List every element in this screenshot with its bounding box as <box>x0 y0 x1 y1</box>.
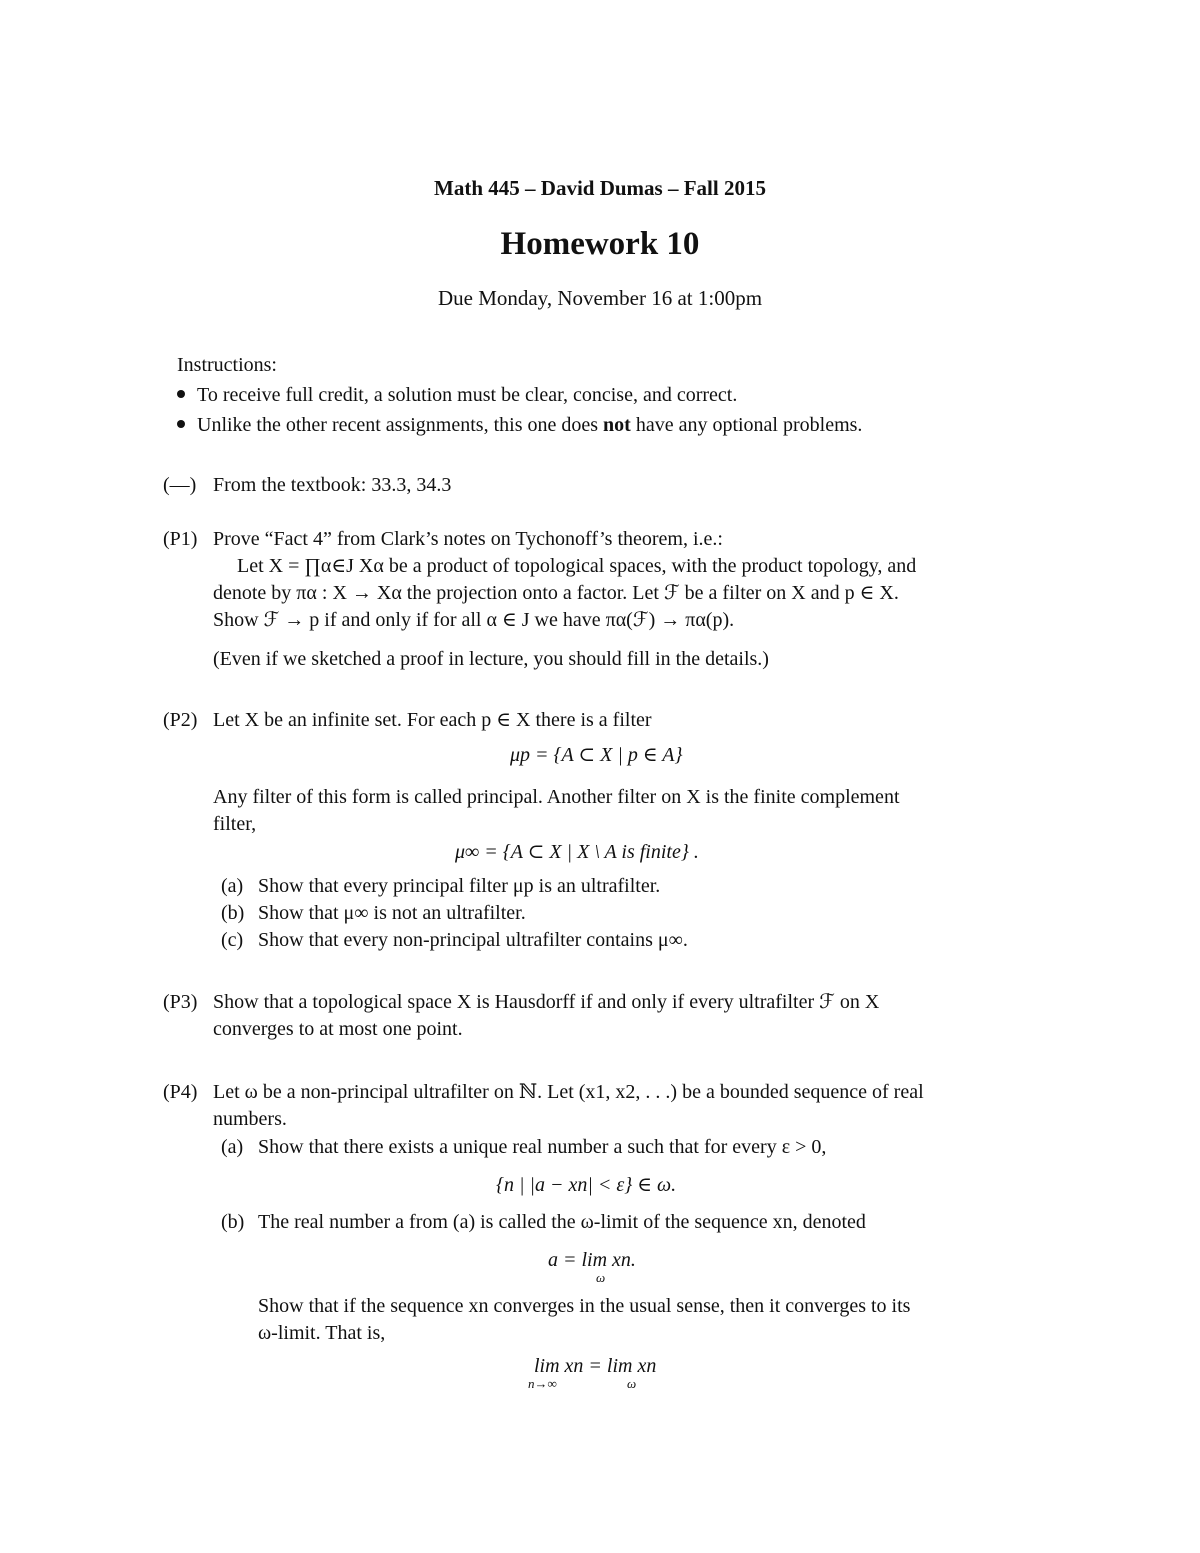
textbook-problems: From the textbook: 33.3, 34.3 <box>213 474 452 496</box>
due-date: Due Monday, November 16 at 1:00pm <box>437 286 763 310</box>
problem-label: (P2) <box>163 709 198 731</box>
textbook-label: (—) <box>163 474 197 496</box>
display-equation: μp = {A ⊂ X | p ∈ A} <box>510 744 683 766</box>
display-equation <box>548 1247 636 1273</box>
problem-text: converges to at most one point. <box>213 1018 463 1040</box>
problem-text: numbers. <box>213 1108 287 1130</box>
subpart-text: The real number a from (a) is called the ω-limit of the sequence xn, denoted <box>258 1211 866 1233</box>
subpart-label: (b) <box>221 1211 245 1233</box>
problem-text: Let X = ∏α∈J Xα be a product of topological spaces, with the product topology, and <box>237 555 917 577</box>
instruction-text-part: Unlike the other recent assignments, this one does <box>197 414 604 436</box>
instruction-bullet <box>177 412 862 438</box>
equation-text: a = lim xn. <box>548 1249 636 1271</box>
problem-text: Show that a topological space X is Hausdorff if and only if every ultrafilter ℱ on X <box>213 991 880 1013</box>
problem-text: Show ℱ → p if and only if for all α ∈ J we have πα(ℱ) → πα(p). <box>213 609 735 631</box>
display-equation: {n | |a − xn| < ε} ∈ ω. <box>496 1174 677 1196</box>
problem-text: ω-limit. That is, <box>258 1322 386 1344</box>
page-title: Homework 10 <box>500 226 700 262</box>
instruction-emphasis: not <box>603 414 631 436</box>
display-equation: lim xn = lim xn <box>534 1355 657 1377</box>
bullet-icon <box>177 390 185 398</box>
problem-text: Let ω be a non-principal ultrafilter on ℕ. Let (x1, x2, . . .) be a bounded sequence of real <box>213 1081 924 1103</box>
subpart-text: Show that μ∞ is not an ultrafilter. <box>258 902 526 924</box>
problem-text: Let X be an infinite set. For each p ∈ X there is a filter <box>213 709 652 731</box>
subpart-label: (a) <box>221 875 244 897</box>
limit-subscript: ω <box>627 1376 637 1391</box>
display-equation: μ∞ = {A ⊂ X | X \ A is finite} . <box>455 841 699 863</box>
instructions-heading: Instructions: <box>177 354 277 376</box>
problem-label: (P3) <box>163 991 198 1013</box>
instruction-text: To receive full credit, a solution must be clear, concise, and correct. <box>197 384 738 406</box>
subpart-text: Show that every principal filter μp is an ultrafilter. <box>258 875 661 897</box>
subpart-label: (b) <box>221 902 245 924</box>
problem-label: (P4) <box>163 1081 198 1103</box>
limit-subscript: ω <box>596 1270 606 1285</box>
bullet-icon <box>177 420 185 428</box>
instruction-bullet <box>177 382 737 408</box>
problem-text: Prove “Fact 4” from Clark’s notes on Tychonoff’s theorem, i.e.: <box>213 528 723 550</box>
problem-text: Any filter of this form is called principal. Another filter on X is the finite complement <box>213 786 900 808</box>
problem-text: filter, <box>213 813 257 835</box>
limit-subscript: n→∞ <box>528 1376 557 1391</box>
problem-text: Show that if the sequence xn converges in the usual sense, then it converges to its <box>258 1295 911 1317</box>
instruction-text-part: have any optional problems. <box>630 414 863 436</box>
subpart-label: (c) <box>221 929 244 951</box>
problem-label: (P1) <box>163 528 198 550</box>
problem-text: denote by πα : X → Xα the projection onto a factor. Let ℱ be a filter on X and p ∈ X. <box>213 582 899 604</box>
course-header: Math 445 – David Dumas – Fall 2015 <box>434 176 766 200</box>
subpart-text: Show that there exists a unique real number a such that for every ε > 0, <box>258 1136 827 1158</box>
subpart-label: (a) <box>221 1136 244 1158</box>
problem-text: (Even if we sketched a proof in lecture, you should fill in the details.) <box>213 648 769 670</box>
subpart-text: Show that every non-principal ultrafilter contains μ∞. <box>258 929 688 951</box>
